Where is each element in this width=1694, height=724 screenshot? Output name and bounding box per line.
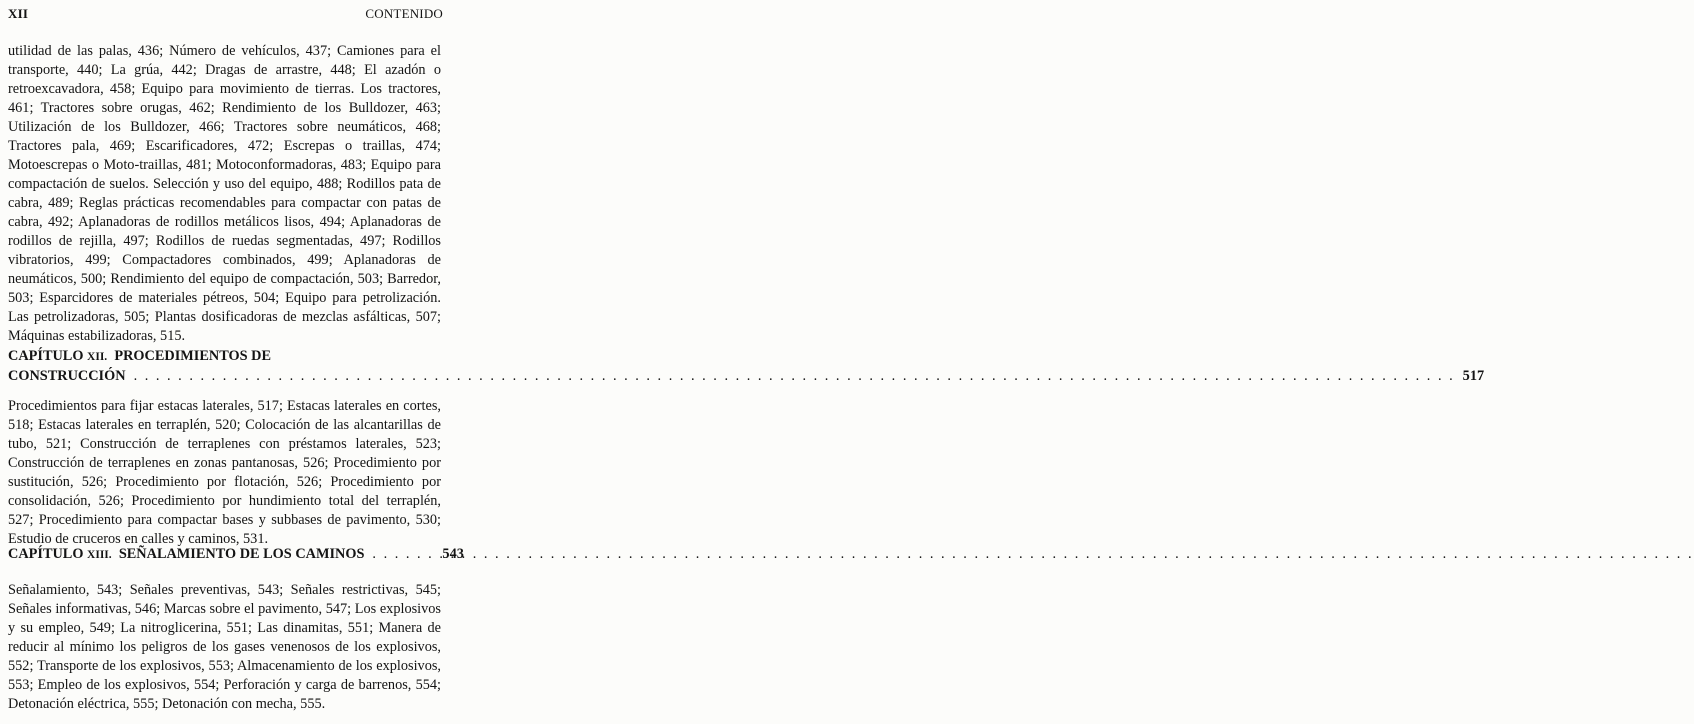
chapter-12-contents: Procedimientos para fijar estacas laterales, 517; Estacas laterales en cortes, 518; Estacas laterales en terraplén, 520; Colocación de las alcantarillas de tubo, 521; Construcción de terraplenes con préstamos laterales, 523; Construcción de terraplenes en zonas pantanosas, 526; Procedimiento por sustitución, 526; Procedimiento por flotación, 526; Procedimiento por consolidación, 526; Procedimiento por hundimiento total del terraplén, 527; Procedimiento para compactar bases y subbases de pavimento, 530; Estudio de cruceros en calles y caminos, 531. [8,398,441,547]
page-number-roman: XII [8,6,29,21]
chapter-title: SEÑALAMIENTO DE LOS CAMINOS [118,546,365,562]
chapter-12-line-1 [8,347,441,367]
chapter-12-heading [8,347,1485,386]
chapter-page-number: 543 [442,546,464,562]
running-title: CONTENIDO [365,6,443,21]
chapter-page-number: 517 [1462,368,1485,384]
chapter-13-contents: Señalamiento, 543; Señales preventivas, 543; Señales restrictivas, 545; Señales informativas, 546; Marcas sobre el pavimento, 547; Los explosivos y su empleo, 549; La nitroglicerina, 551; Las dinamitas, 551; Manera de reducir al mínimo los peligros de los gases venenosos de los explosivos, 552; Transporte de los explosivos, 553; Almacenamiento de los explosivos, 553; Empleo de los explosivos, 554; Perforación y carga de barrenos, 554; Detonación eléctrica, 555; Detonación con mecha, 555. [8,582,441,712]
chapter-12-line-2 [8,367,1485,386]
chapter-number: XIII. [87,549,112,561]
chapter-13-heading [8,545,464,565]
dot-leader [372,545,434,564]
chapter-label: CAPÍTULO [8,546,84,562]
chapter-11-contents: utilidad de las palas, 436; Número de vehículos, 437; Camiones para el transporte, 440; La grúa, 442; Dragas de arrastre, 448; El azadón o retroexcavadora, 458; Equipo para movimiento de tierras. Los tractores, 461; Tractores sobre orugas, 462; Rendimiento de los Bulldozer, 463; Utilización de los Bulldozer, 466; Tractores sobre neumáticos, 468; Tractores pala, 469; Escarificadores, 472; Escrepas o traillas, 474; Motoescrepas o Moto-traillas, 481; Motoconformadoras, 483; Equipo para compactación de suelos. Selección y uso del equipo, 488; Rodillos pata de cabra, 489; Reglas prácticas recomendables para compactar con patas de cabra, 492; Aplanadoras de rodillos metálicos lisos, 494; Aplanadoras de rodillos de rejilla, 497; Rodillos de ruedas segmentadas, 497; Rodillos vibratorios, 499; Compactadores combinados, 499; Aplanadoras de neumáticos, 500; Rendimiento del equipo de compactación, 503; Barredor, 503; Esparcidores de materiales pétreos, 504; Equipo para petrolización. Las petrolizadoras, 505; Plantas dosificadoras de mezclas asfálticas, 507; Máquinas estabilizadoras, 515. [8,43,441,344]
chapter-title-line-2: CONSTRUCCIÓN [8,368,126,384]
chapter-number: XII. [87,351,108,363]
chapter-title-line-1: PROCEDIMIENTOS DE [114,348,271,364]
chapter-label: CAPÍTULO [8,348,84,364]
running-header [8,6,443,22]
dot-leader [134,367,1455,386]
chapter-13-line [8,545,464,565]
